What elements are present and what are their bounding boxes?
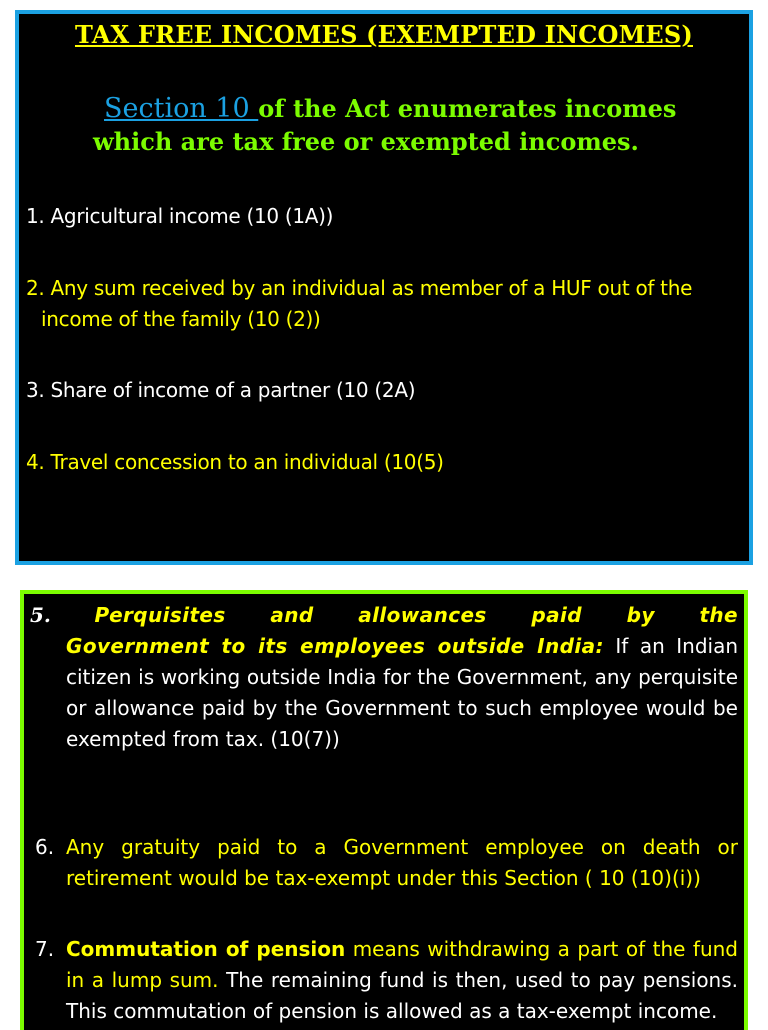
slide-bottom — [20, 590, 748, 1030]
list-item-3: 3. Share of income of a partner (10 (2A) — [26, 378, 416, 402]
list-item-5 — [30, 600, 738, 755]
list-item-2-line2: income of the family (10 (2)) — [41, 307, 321, 331]
item-7-yellow: means withdrawing a part of the fund in a lump sum. — [66, 937, 738, 992]
item-5-body-start: If — [603, 634, 629, 658]
item-7-white: The remaining fund is then, used to pay pensions. This commutation of pension is allowed as a tax-exempt income. — [66, 968, 739, 1023]
item-5-body: an Indian citizen is working outside India for the Government, any perquisite or allowance paid by the Government to such employee would be exempted from tax. (10(7)) — [66, 634, 739, 751]
item-7-number: 7. — [35, 937, 55, 961]
list-item-7 — [30, 934, 738, 1027]
item-7-bold: Commutation of pension — [66, 937, 346, 961]
item-6-number: 6. — [35, 835, 55, 859]
slide-title: TAX FREE INCOMES (EXEMPTED INCOMES) — [74, 20, 693, 49]
intro-text — [19, 92, 749, 158]
list-item-6 — [30, 832, 738, 894]
item-5-heading-2: Government to its employees outside India: — [66, 634, 604, 658]
item-6-text: Any gratuity paid to a Government employee on death or retirement would be tax-exempt under this Section ( 10 (10)(i)) — [66, 835, 738, 890]
item-5-number: 5. — [30, 603, 51, 627]
slide-top — [15, 10, 753, 565]
list-item-4: 4. Travel concession to an individual (10(5) — [26, 450, 444, 474]
intro-rest-1: of the Act enumerates incomes — [258, 94, 677, 123]
intro-rest-2: which are tax free or exempted incomes. — [93, 127, 639, 156]
list-item-2 — [26, 273, 743, 335]
section-10-link[interactable]: Section 10 — [104, 93, 259, 124]
list-item-2-line1: 2. Any sum received by an individual as member of a HUF out of the — [26, 276, 693, 300]
list-item-1: 1. Agricultural income (10 (1A)) — [26, 204, 334, 228]
item-5-heading-1: Perquisites and allowances paid by the — [94, 603, 739, 627]
